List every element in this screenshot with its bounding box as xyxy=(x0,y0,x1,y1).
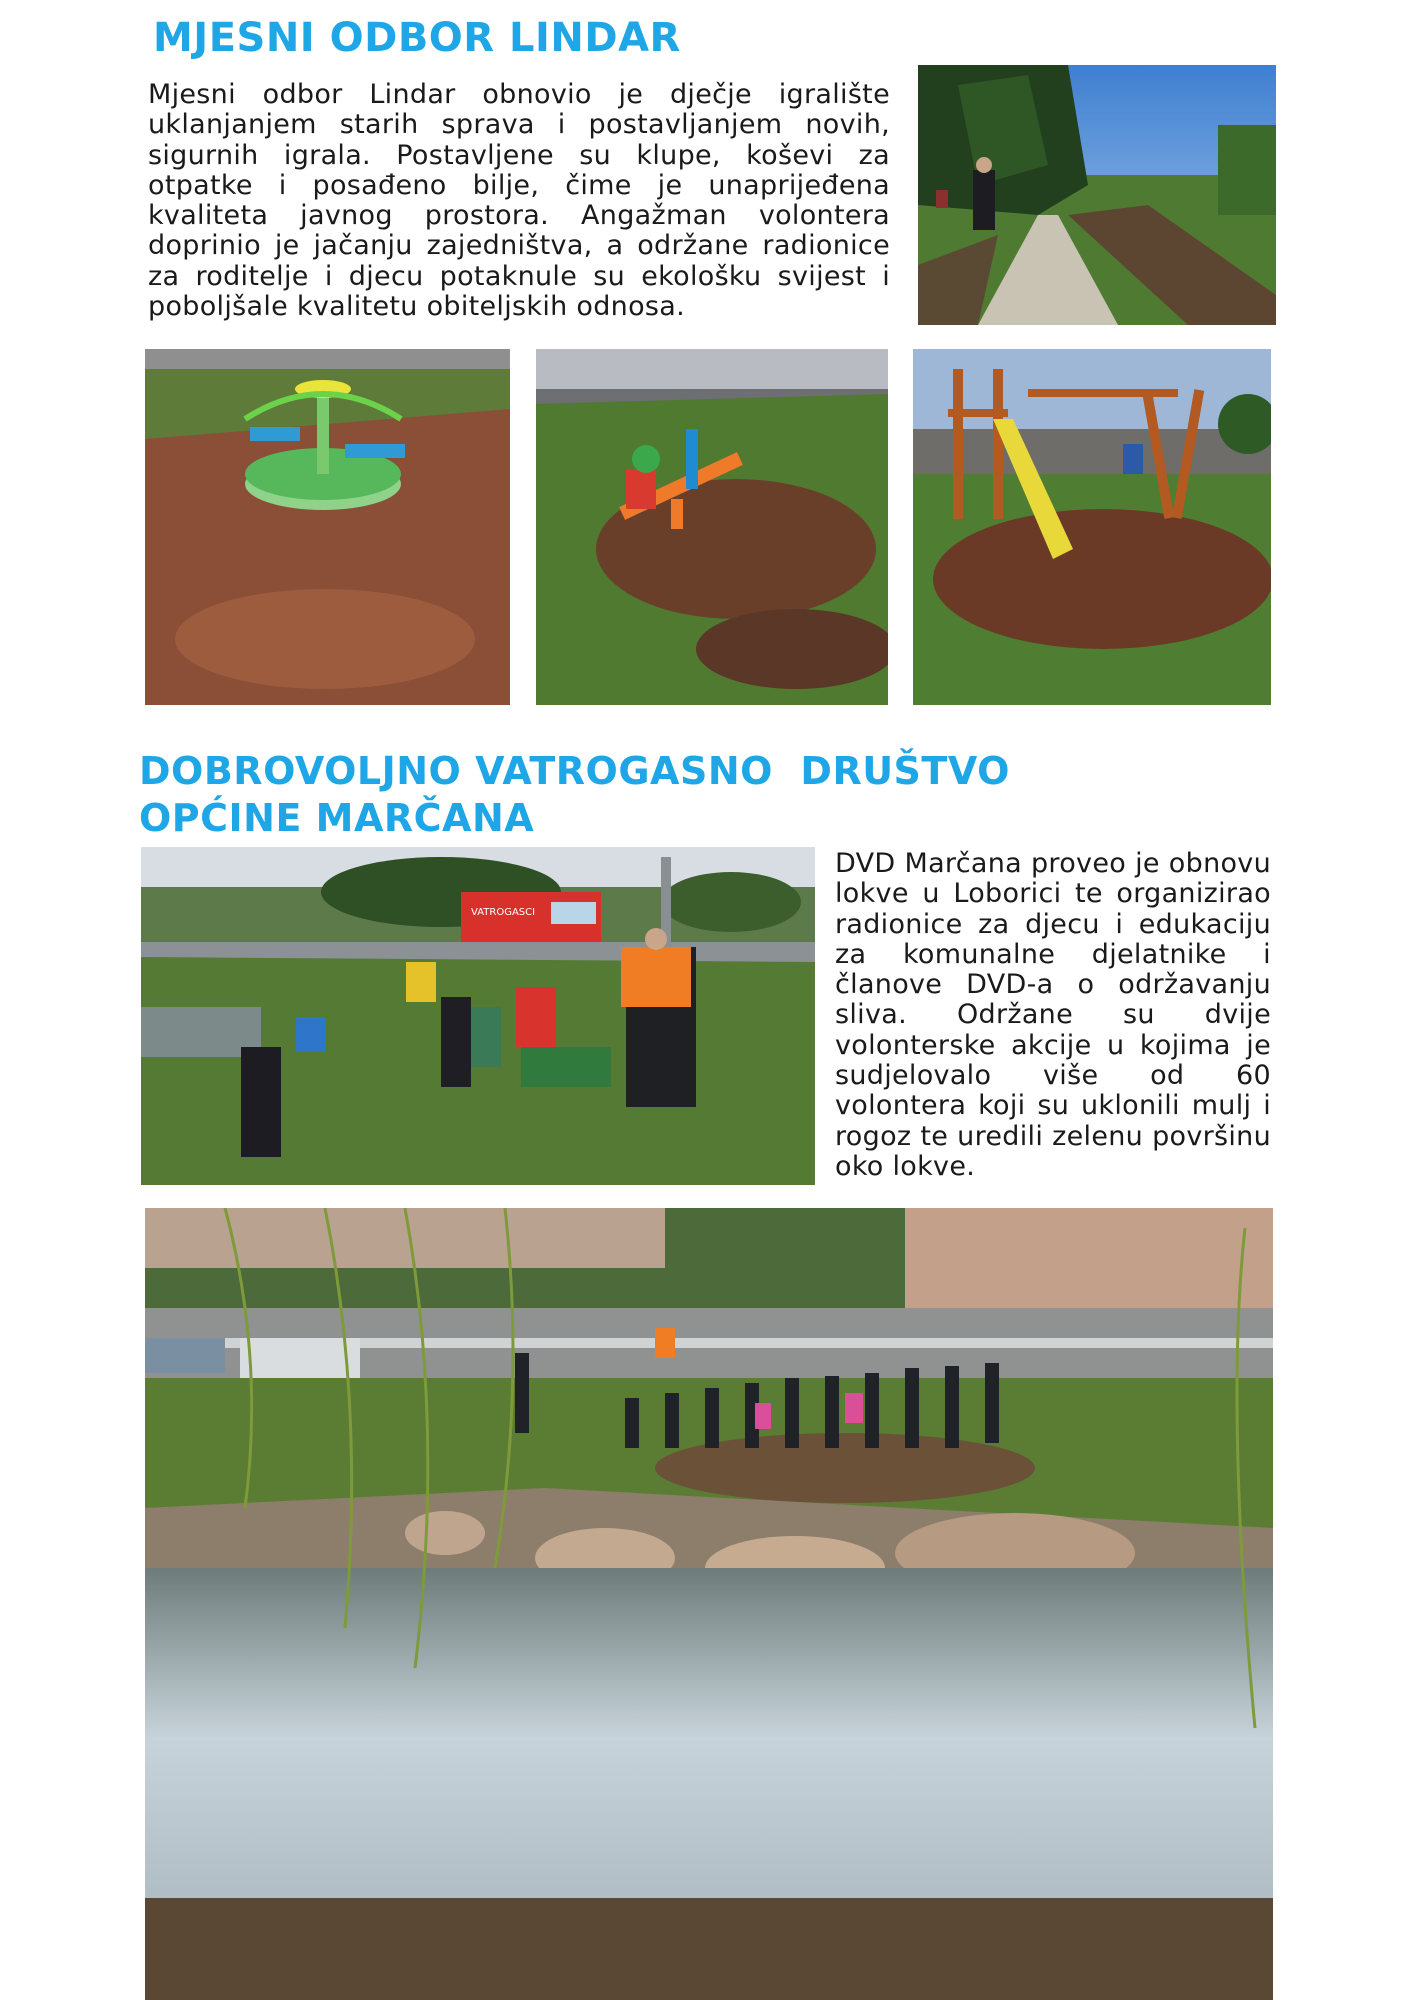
section1-title: MJESNI ODBOR LINDAR xyxy=(153,15,681,61)
section2-title-line2: OPĆINE MARČANA xyxy=(139,796,535,840)
section1-text: Mjesni odbor Lindar obnovio je dječje igralište uklanjanjem starih sprava i postavljanjem novih, sigurnih igrala. Postavljene su klupe, koševi za otpatke i posađeno bilje, čime je unaprijeđena kvaliteta javnog prostora. Angažman volontera doprinio je jačanju zajedništva, a održane radionice za roditelje i djecu potaknule su ekološku svijest i poboljšale kvalitetu obiteljskih odnosa. xyxy=(148,79,890,323)
fire-truck-label: VATROGASCI xyxy=(471,907,536,918)
photo-swing-slide xyxy=(913,349,1271,705)
photo-merry-go-round xyxy=(145,349,510,705)
photo-volunteers-fire-truck xyxy=(141,847,815,1185)
photo-pond-volunteers xyxy=(145,1208,1273,2000)
section2-title-line1: DOBROVOLJNO VATROGASNO DRUŠTVO xyxy=(139,749,1010,793)
photo-spring-rocker xyxy=(536,349,888,705)
section2-text: DVD Marčana proveo je obnovu lokve u Loborici te organizirao radionice za djecu i edukaciju za komunalne djelatnike i članove DVD-a o održavanju sliva. Održane su dvije volonterske akcije u kojima je sudjelovalo više od 60 volontera koji su uklonili mulj i rogoz te uredili zelenu površinu oko lokve. xyxy=(835,848,1271,1182)
photo-park-path xyxy=(918,65,1276,325)
